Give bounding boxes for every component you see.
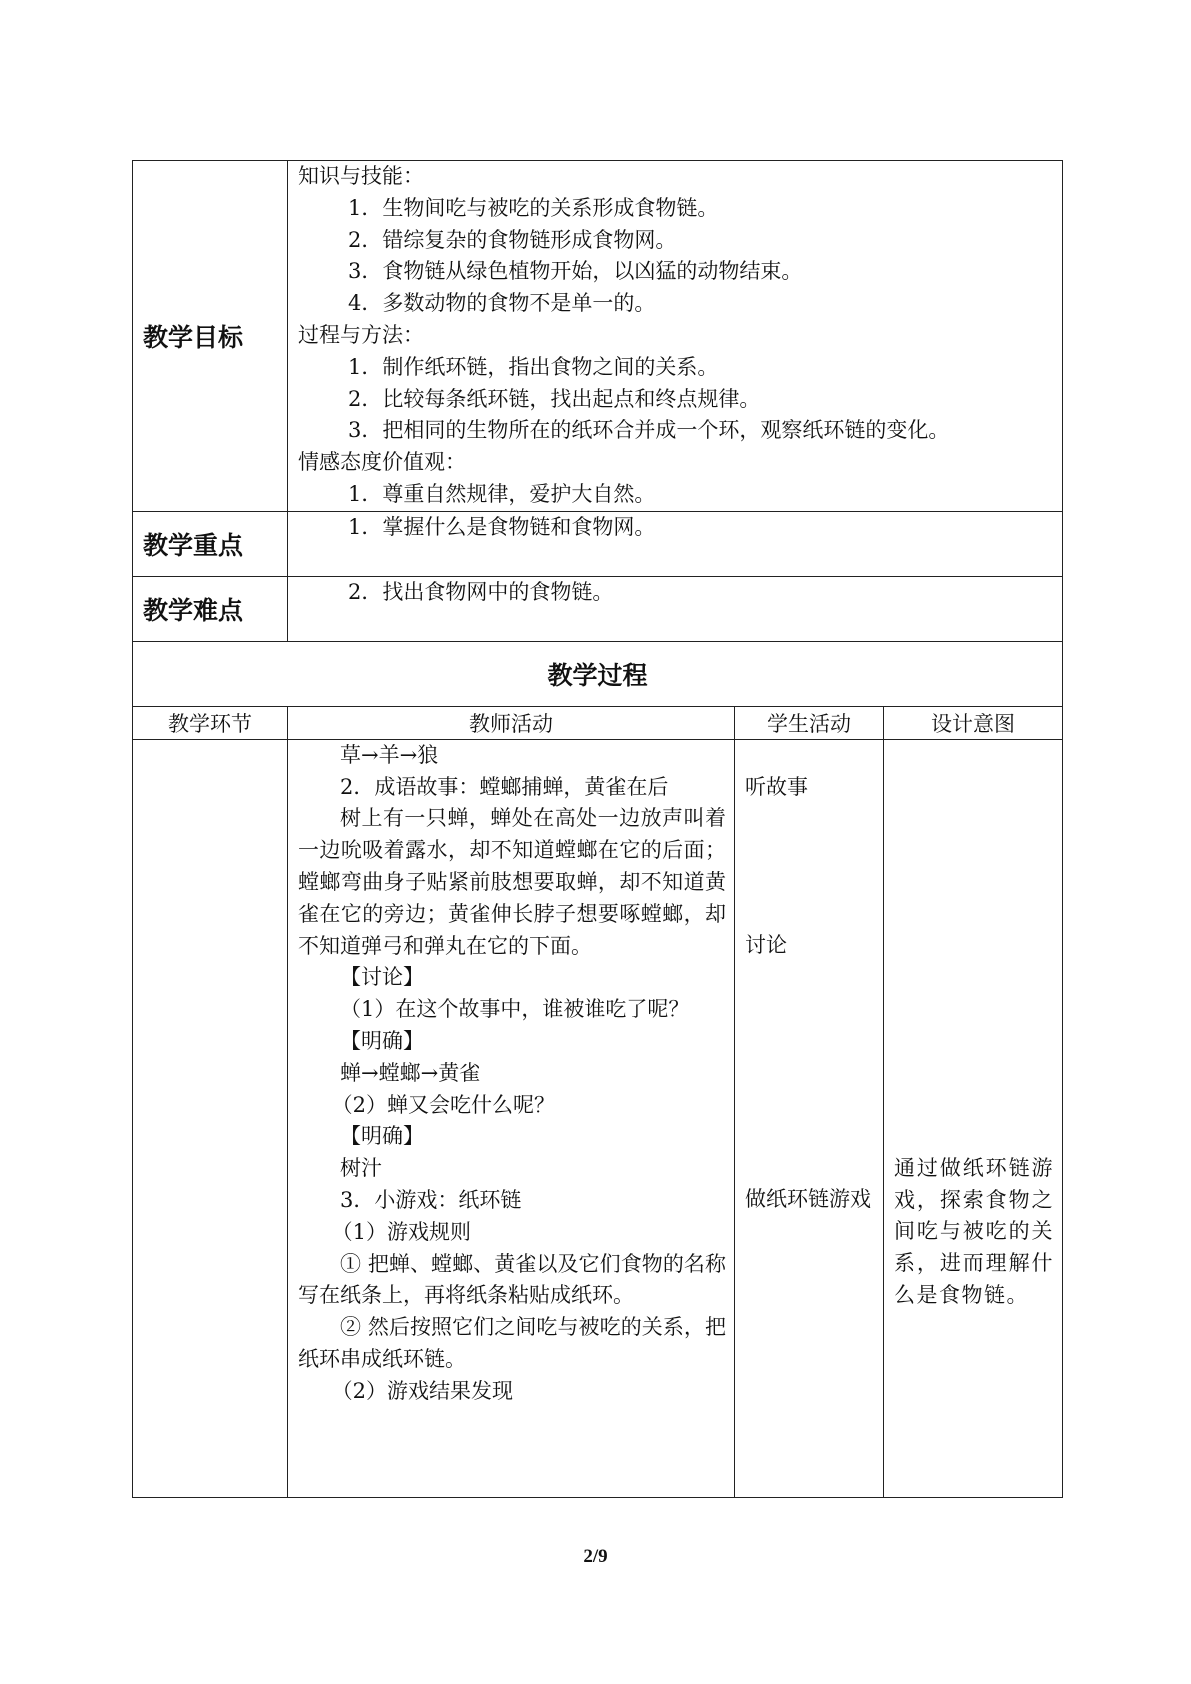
objectives-content	[288, 161, 1063, 512]
teacher-line: 草→羊→狼	[340, 742, 439, 767]
lesson-plan-table	[132, 160, 1063, 1498]
process-title-row	[133, 641, 1063, 706]
objective-line: 1．尊重自然规律，爱护大自然。	[348, 481, 656, 506]
header-stage: 教学环节	[133, 706, 288, 739]
teacher-line: 3．小游戏：纸环链	[340, 1187, 522, 1212]
objective-line: 3．食物链从绿色植物开始，以凶猛的动物结束。	[348, 259, 803, 284]
key-points-label: 教学重点	[133, 511, 288, 576]
teacher-line: 2．成语故事：螳螂捕蝉，黄雀在后	[340, 774, 669, 799]
key-points-content	[288, 511, 1063, 576]
process-body-row	[133, 739, 1063, 1497]
objective-line: 知识与技能：	[298, 164, 424, 188]
process-header-row	[133, 706, 1063, 739]
objective-line: 1．生物间吃与被吃的关系形成食物链。	[348, 195, 719, 220]
student-discuss: 讨论	[745, 933, 787, 958]
difficulties-row	[133, 576, 1063, 641]
objective-line: 2．错综复杂的食物链形成食物网。	[348, 227, 677, 252]
header-design: 设计意图	[884, 706, 1063, 739]
header-teacher: 教师活动	[288, 706, 735, 739]
objective-line: 2．比较每条纸环链，找出起点和终点规律。	[348, 386, 761, 411]
objective-line: 1．制作纸环链，指出食物之间的关系。	[348, 354, 719, 379]
student-activity-cell	[735, 739, 884, 1497]
teacher-paragraph: ② 然后按照它们之间吃与被吃的关系，把纸环串成纸环链。	[298, 1315, 726, 1371]
teacher-line: （2）游戏结果发现	[331, 1378, 513, 1403]
objective-line: 4．多数动物的食物不是单一的。	[348, 291, 656, 316]
teacher-paragraph: 树上有一只蝉，蝉处在高处一边放声叫着一边吮吸着露水，却不知道螳螂在它的后面；螳螂弯曲身子贴紧前肢想要取蝉，却不知道黄雀在它的旁边；黄雀伸长脖子想要啄螳螂，却不知道弹弓和弹丸在它的下面。	[298, 806, 726, 958]
process-title: 教学过程	[133, 641, 1063, 706]
teacher-line: （1）游戏规则	[331, 1219, 471, 1244]
difficulties-label: 教学难点	[133, 576, 288, 641]
difficulties-text: 2．找出食物网中的食物链。	[348, 579, 614, 604]
objective-line: 3．把相同的生物所在的纸环合并成一个环，观察纸环链的变化。	[348, 418, 950, 443]
teacher-line: 蝉→螳螂→黄雀	[340, 1060, 481, 1085]
teacher-activity-cell	[288, 739, 735, 1497]
teacher-line: 【明确】	[340, 1028, 424, 1053]
student-listen: 听故事	[745, 774, 808, 799]
objectives-row	[133, 161, 1063, 512]
key-points-row	[133, 511, 1063, 576]
teacher-line: 【讨论】	[340, 965, 424, 990]
key-points-text: 1．掌握什么是食物链和食物网。	[348, 514, 656, 539]
teacher-paragraph: ① 把蝉、螳螂、黄雀以及它们食物的名称写在纸条上，再将纸条粘贴成纸环。	[298, 1251, 726, 1308]
objective-line: 情感态度价值观：	[298, 450, 466, 475]
header-student: 学生活动	[735, 706, 884, 739]
page-number: 2/9	[583, 1546, 608, 1567]
design-intent-text: 通过做纸环链游戏，探索食物之间吃与被吃的关系，进而理解什么是食物链。	[894, 1155, 1055, 1307]
student-game: 做纸环链游戏	[745, 1187, 871, 1212]
teacher-line: 树汁	[340, 1156, 382, 1181]
objective-line: 过程与方法：	[298, 322, 424, 347]
teacher-paragraph: （1）在这个故事中，谁被谁吃了呢？	[340, 997, 690, 1022]
design-intent-cell	[884, 739, 1063, 1497]
objectives-label: 教学目标	[133, 161, 288, 512]
teacher-line: 【明确】	[340, 1124, 424, 1149]
difficulties-content	[288, 576, 1063, 641]
teacher-line: （2）蝉又会吃什么呢？	[331, 1092, 555, 1117]
stage-cell	[133, 739, 288, 1497]
